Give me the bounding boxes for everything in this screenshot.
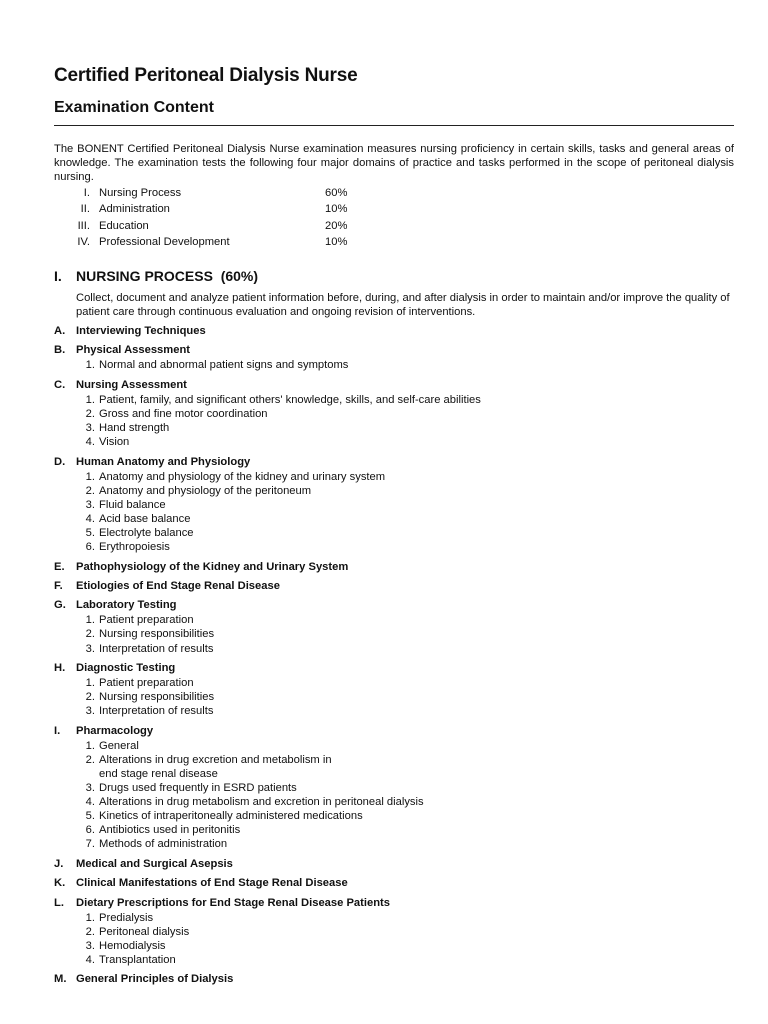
list-item [54,627,734,641]
list-item [54,795,734,809]
list-item-number: 2. [85,753,95,766]
list-item [54,393,734,407]
list-item-number: 3. [85,642,95,655]
section-title: NURSING PROCESS (60%) [76,267,259,284]
list-item [54,837,734,851]
list-item-text: Electrolyte balance [99,526,194,539]
list-item-number: 1. [85,677,95,689]
topic-title: Laboratory Testing [76,599,177,612]
list-item [54,540,734,554]
document-title: Certified Peritoneal Dialysis Nurse [54,65,358,86]
list-item-text: General [99,739,139,752]
list-item-number: 1. [85,911,95,924]
list-item-text: Anatomy and physiology of the peritoneum [99,484,312,497]
topic-subitems [54,358,734,372]
topic-title: Dietary Prescriptions for End Stage Renal Disease Patients [76,896,390,909]
list-item [54,753,734,767]
title-divider [54,125,734,126]
topic-letter: B. [54,344,66,357]
list-item [54,613,734,627]
topic-heading [54,857,734,871]
document-page [54,64,734,986]
topic-title: Interviewing Techniques [76,324,206,337]
domain-percent: 60% [325,187,348,199]
topic-title: Etiologies of End Stage Renal Disease [76,579,280,592]
list-item [54,953,734,967]
list-item-number: 4. [85,512,95,525]
list-item-number: 3. [85,422,95,435]
topic-heading [54,972,734,986]
list-item-number [54,767,99,781]
domain-number: II. [80,203,90,216]
topics-list [54,324,734,986]
topic-heading [54,598,734,612]
topic-heading [54,560,734,574]
list-item-text: Peritoneal dialysis [99,925,190,938]
list-item-text: Predialysis [99,911,154,924]
topic-letter: F. [54,579,63,592]
topic-heading [54,896,734,910]
list-item [54,781,734,795]
domain-number: III. [77,219,90,232]
list-item-number: 2. [85,484,95,497]
list-item-number: 6. [85,541,95,554]
list-item-text: Erythropoiesis [99,541,170,554]
topic-letter: C. [54,378,66,391]
list-item-text: Antibiotics used in peritonitis [99,824,241,837]
list-item-number: 2. [85,407,95,420]
list-item-number: 4. [85,953,95,966]
topic-letter: E. [54,560,65,573]
domain-label: Nursing Process [99,187,182,199]
list-item [54,512,734,526]
list-item-number: 3. [85,781,95,794]
domain-row [54,185,734,201]
list-item-number: 3. [85,705,95,718]
topic-heading [54,455,734,469]
topic-subitems [54,739,734,852]
topic-letter: I. [54,724,61,737]
list-item-text: Drugs used frequently in ESRD patients [99,781,297,794]
list-item-number: 3. [85,498,95,511]
list-item-text: Hemodialysis [99,939,166,952]
list-item [54,704,734,718]
list-item-number: 1. [85,614,95,627]
list-item [54,823,734,837]
list-item-number: 1. [85,739,95,752]
list-item-number: 2. [85,628,95,641]
list-item [54,642,734,656]
list-item-text: Anatomy and physiology of the kidney and urinary system [99,470,386,483]
list-item-text: Kinetics of intraperitoneally administered medications [99,810,363,823]
domain-row [54,201,734,217]
list-item [54,407,734,421]
topic-subitems [54,470,734,555]
list-item [54,767,734,781]
list-item [54,484,734,498]
list-item-number: 2. [85,925,95,938]
list-item-text: Methods of administration [99,838,228,851]
topic-letter: G. [54,599,66,612]
list-item [54,421,734,435]
document-subtitle: Examination Content [54,99,215,116]
list-item [54,690,734,704]
topic-heading [54,343,734,357]
list-item [54,676,734,690]
topic-letter: K. [54,877,66,890]
intro-paragraph: The BONENT Certified Peritoneal Dialysis Nurse examination measures nursing proficiency in certain skills, tasks and general areas of knowledge. The examination tests the following four major domains of practice and tasks performed in the scope of peritoneal dialysis nursing. [54,143,734,183]
domain-label: Professional Development [99,236,230,249]
list-item [54,498,734,512]
topic-heading [54,378,734,392]
list-item-text: Interpretation of results [99,642,214,655]
list-item-number: 1. [85,393,95,406]
list-item [54,911,734,925]
domain-percent: 10% [325,203,348,216]
section-heading [54,267,734,285]
list-item [54,809,734,823]
list-item-text: Hand strength [99,422,170,435]
topic-heading [54,579,734,593]
domains-list [54,185,734,251]
list-item-text: Normal and abnormal patient signs and symptoms [99,359,349,372]
list-item-number: 5. [85,526,95,539]
topic-subitems [54,393,734,449]
list-item-text: Alterations in drug metabolism and excretion in peritoneal dialysis [99,796,424,809]
topic-letter: J. [54,857,64,870]
list-item-text: Vision [99,436,130,449]
list-item-number: 4. [85,796,95,809]
list-item [54,739,734,753]
topic-title: Medical and Surgical Asepsis [76,857,233,870]
list-item [54,939,734,953]
domain-percent: 10% [325,236,348,249]
list-item-text: Interpretation of results [99,705,214,718]
list-item-number: 4. [85,436,95,449]
list-item-text: Nursing responsibilities [99,691,215,704]
list-item [54,925,734,939]
topic-letter: H. [54,662,66,674]
domain-row [54,218,734,234]
topic-title: General Principles of Dialysis [76,973,234,986]
topic-heading [54,661,734,675]
list-item-number: 1. [85,470,95,483]
list-item-number: 3. [85,939,95,952]
topic-title: Physical Assessment [76,344,191,357]
section-description: Collect, document and analyze patient information before, during, and after dialysis in order to maintain and/or improve the quality of patient care through continuous evaluation and ongoing revision of interventions. [76,291,730,318]
list-item-text: Acid base balance [99,512,191,525]
list-item-text: Nursing responsibilities [99,628,215,641]
domain-label: Administration [99,203,170,216]
domain-row [54,234,734,250]
list-item-text: Alterations in drug excretion and metabolism in [99,753,332,766]
domain-percent: 20% [325,219,348,232]
topic-heading [54,724,734,738]
list-item-text: Patient preparation [99,614,194,627]
topic-subitems [54,911,734,967]
topic-letter: M. [54,973,67,986]
topic-letter: A. [54,324,66,337]
list-item [54,435,734,449]
topic-title: Human Anatomy and Physiology [76,455,251,468]
topic-title: Pharmacology [76,724,154,737]
domain-number: I. [83,187,90,199]
list-item-number: 5. [85,810,95,823]
list-item-text: Patient preparation [99,677,194,689]
list-item [54,470,734,484]
list-item-number: 1. [85,359,95,372]
list-item-text: end stage renal disease [99,767,218,780]
topic-title: Diagnostic Testing [76,662,176,674]
list-item-text: Patient, family, and significant others' knowledge, skills, and self-care abilities [99,393,481,406]
topic-letter: D. [54,455,66,468]
list-item-text: Transplantation [99,953,176,966]
list-item [54,526,734,540]
list-item-number: 6. [85,824,95,837]
topic-heading [54,324,734,338]
topic-title: Nursing Assessment [76,378,187,391]
list-item-text: Fluid balance [99,498,166,511]
topic-subitems [54,613,734,655]
list-item [54,358,734,372]
domain-label: Education [99,219,149,232]
topic-letter: L. [54,896,64,909]
list-item-text: Gross and fine motor coordination [99,407,268,420]
domain-number: IV. [77,236,90,249]
topic-subitems [54,676,734,718]
section-number: I. [54,267,62,284]
topic-heading [54,876,734,890]
list-item-number: 2. [85,691,95,704]
list-item-number: 7. [85,838,95,851]
topic-title: Pathophysiology of the Kidney and Urinary System [76,560,349,573]
topic-title: Clinical Manifestations of End Stage Renal Disease [76,877,348,890]
